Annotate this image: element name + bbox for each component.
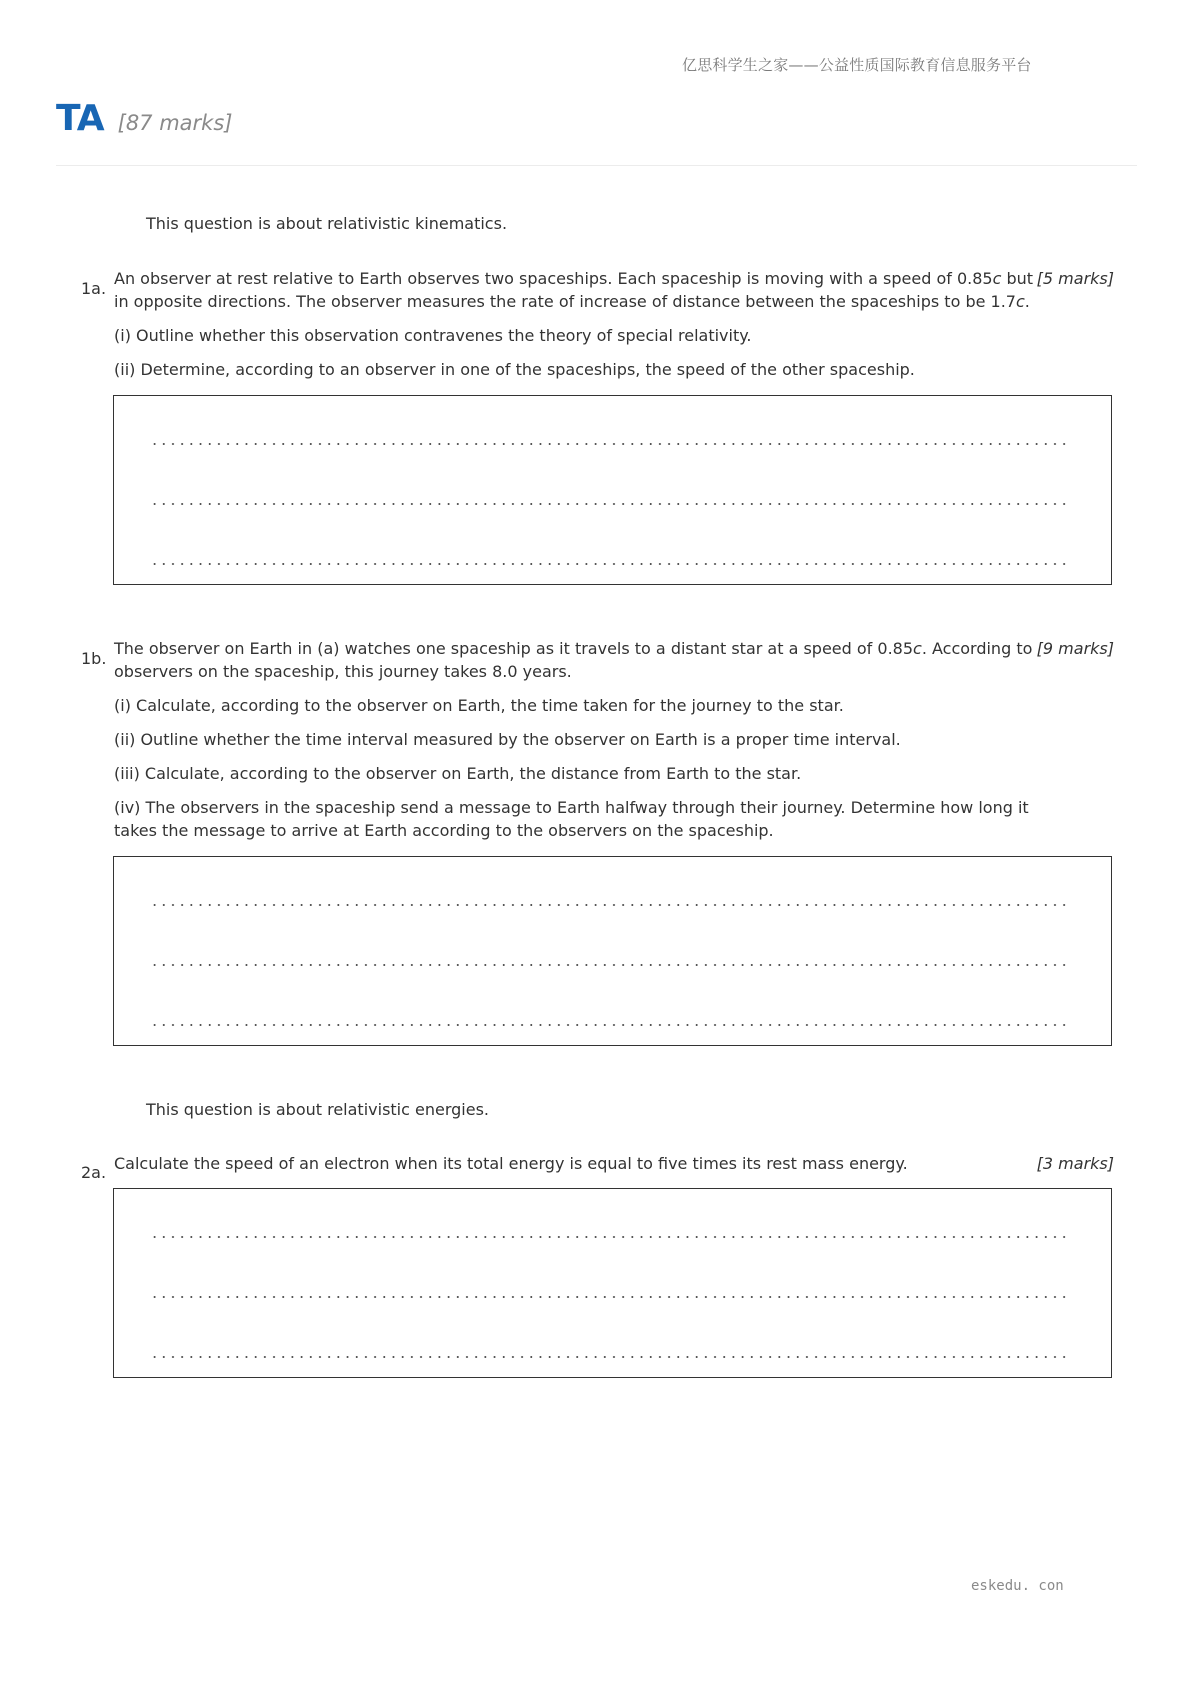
answer-box-1b[interactable]: [113, 856, 1112, 1046]
answer-line: [150, 563, 1067, 565]
answer-box-2a[interactable]: [113, 1188, 1112, 1378]
question-part-1a-ii: (ii) Determine, according to an observer in one of the spaceships, the speed of the other spaceship.: [114, 360, 915, 379]
page-title: TA: [56, 98, 104, 139]
footer-site: eskedu. con: [971, 1578, 1064, 1594]
answer-line: [150, 1356, 1067, 1358]
stem-text: .: [1024, 292, 1030, 311]
marks-1b: [9 marks]: [1036, 639, 1114, 658]
section-intro-energies: This question is about relativistic energies.: [146, 1100, 489, 1119]
stem-symbol: c: [992, 269, 1002, 288]
question-text-1a: [114, 267, 1034, 381]
answer-line: [150, 503, 1067, 505]
site-header-note: 亿思科学生之家——公益性质国际教育信息服务平台: [682, 56, 1032, 74]
answer-line: [150, 904, 1067, 906]
question-number-1a: 1a.: [81, 279, 107, 298]
question-stem-1a: [114, 267, 1034, 313]
section-intro-kinematics: This question is about relativistic kinematics.: [146, 214, 508, 233]
answer-line: [150, 964, 1067, 966]
question-number-1b: 1b.: [81, 649, 107, 668]
question-stem-2a: Calculate the speed of an electron when its total energy is equal to five times its rest mass energy.: [114, 1154, 908, 1173]
question-number-2a: 2a.: [81, 1163, 107, 1182]
total-marks: [87 marks]: [117, 111, 233, 135]
question-part-1b-ii: (ii) Outline whether the time interval measured by the observer on Earth is a proper time interval.: [114, 730, 901, 749]
stem-symbol: c: [1015, 292, 1025, 311]
answer-line: [150, 1296, 1067, 1298]
answer-line: [150, 1024, 1067, 1026]
title-divider: [56, 165, 1137, 166]
question-stem-1b: [114, 637, 1034, 683]
stem-text: . According to observers on the spaceship, this journey takes 8.0 years.: [114, 639, 1033, 681]
stem-text: but in opposite directions. The observer measures the rate of increase of distance between the spaceships to be 1.7: [114, 269, 1034, 311]
marks-2a: [3 marks]: [1036, 1154, 1114, 1173]
question-text-1b: [114, 637, 1034, 842]
answer-box-1a[interactable]: [113, 395, 1112, 585]
question-part-1b-iv: (iv) The observers in the spaceship send a message to Earth halfway through their journey. Determine how long it takes the message to arrive at Earth according to the observers on the spaceship.: [114, 798, 1029, 840]
page-title-row: [56, 98, 232, 139]
question-text-2a: [114, 1152, 1034, 1175]
question-part-1a-i: (i) Outline whether this observation contravenes the theory of special relativity.: [114, 326, 752, 345]
question-part-1b-i: (i) Calculate, according to the observer on Earth, the time taken for the journey to the star.: [114, 696, 844, 715]
marks-1a: [5 marks]: [1036, 269, 1114, 288]
question-part-1b-iii: (iii) Calculate, according to the observer on Earth, the distance from Earth to the star.: [114, 764, 802, 783]
stem-text: An observer at rest relative to Earth observes two spaceships. Each spaceship is moving with a speed of 0.85: [114, 269, 993, 288]
stem-symbol: c: [913, 639, 922, 658]
answer-line: [150, 443, 1067, 445]
stem-text: The observer on Earth in (a) watches one spaceship as it travels to a distant star at a speed of 0.85: [114, 639, 914, 658]
answer-line: [150, 1236, 1067, 1238]
